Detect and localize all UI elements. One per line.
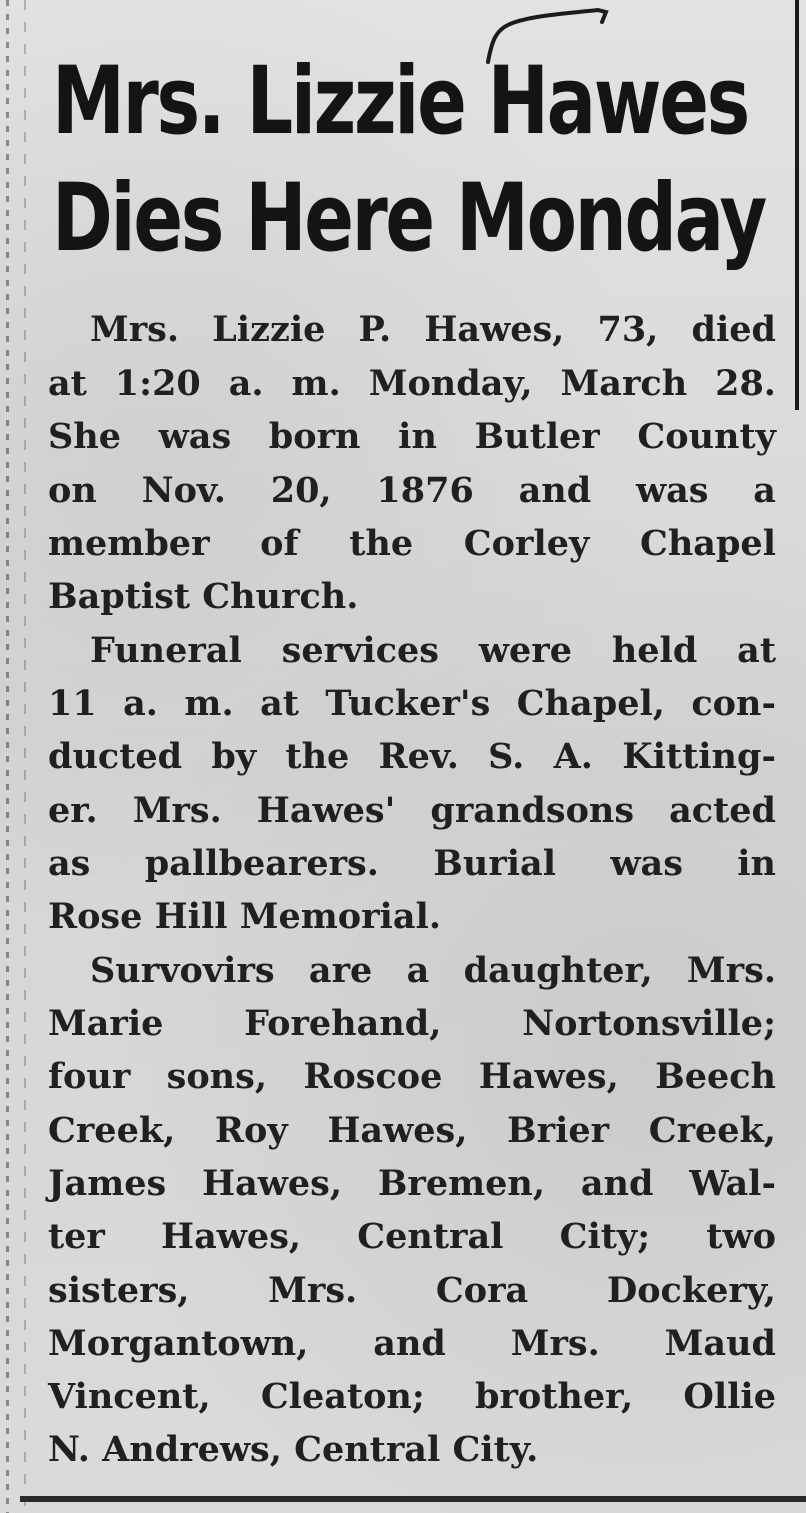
article-line: N. Andrews, Central City. bbox=[48, 1429, 539, 1470]
article-line: on Nov. 20, 1876 and was a bbox=[48, 470, 776, 511]
article-line: ducted by the Rev. S. A. Kitting- bbox=[48, 736, 776, 777]
article-line: She was born in Butler County bbox=[48, 416, 776, 457]
column-rule-inner bbox=[24, 0, 26, 1513]
article-line: Survovirs are a daughter, Mrs. bbox=[90, 950, 776, 991]
headline-line-1 bbox=[52, 47, 806, 156]
article-line: four sons, Roscoe Hawes, Beech bbox=[48, 1056, 776, 1097]
bottom-rule bbox=[20, 1496, 806, 1502]
column-rule-left bbox=[6, 0, 9, 1513]
headline-line-2 bbox=[52, 164, 806, 273]
headline-line-2-text: Dies Here Monday bbox=[52, 164, 765, 273]
article-line: Mrs. Lizzie P. Hawes, 73, died bbox=[90, 309, 776, 350]
article-line: Rose Hill Memorial. bbox=[48, 896, 442, 937]
article-line: er. Mrs. Hawes' grandsons acted bbox=[48, 790, 776, 831]
article-line: member of the Corley Chapel bbox=[48, 523, 776, 564]
article-line: Funeral services were held at bbox=[90, 630, 776, 671]
article-line: 11 a. m. at Tucker's Chapel, con- bbox=[48, 683, 776, 724]
article-line: Vincent, Cleaton; brother, Ollie bbox=[48, 1376, 776, 1417]
article-line: at 1:20 a. m. Monday, March 28. bbox=[48, 363, 776, 404]
article-line: ter Hawes, Central City; two bbox=[48, 1216, 776, 1257]
article-line: Marie Forehand, Nortonsville; bbox=[48, 1003, 776, 1044]
article-line: as pallbearers. Burial was in bbox=[48, 843, 776, 884]
article-line: James Hawes, Bremen, and Wal- bbox=[48, 1163, 776, 1204]
headline-line-1-text: Mrs. Lizzie Hawes bbox=[52, 47, 748, 156]
article-line: Morgantown, and Mrs. Maud bbox=[48, 1323, 776, 1364]
article-line: Creek, Roy Hawes, Brier Creek, bbox=[48, 1110, 776, 1151]
article-line: sisters, Mrs. Cora Dockery, bbox=[48, 1270, 776, 1311]
article-line: Baptist Church. bbox=[48, 576, 359, 617]
